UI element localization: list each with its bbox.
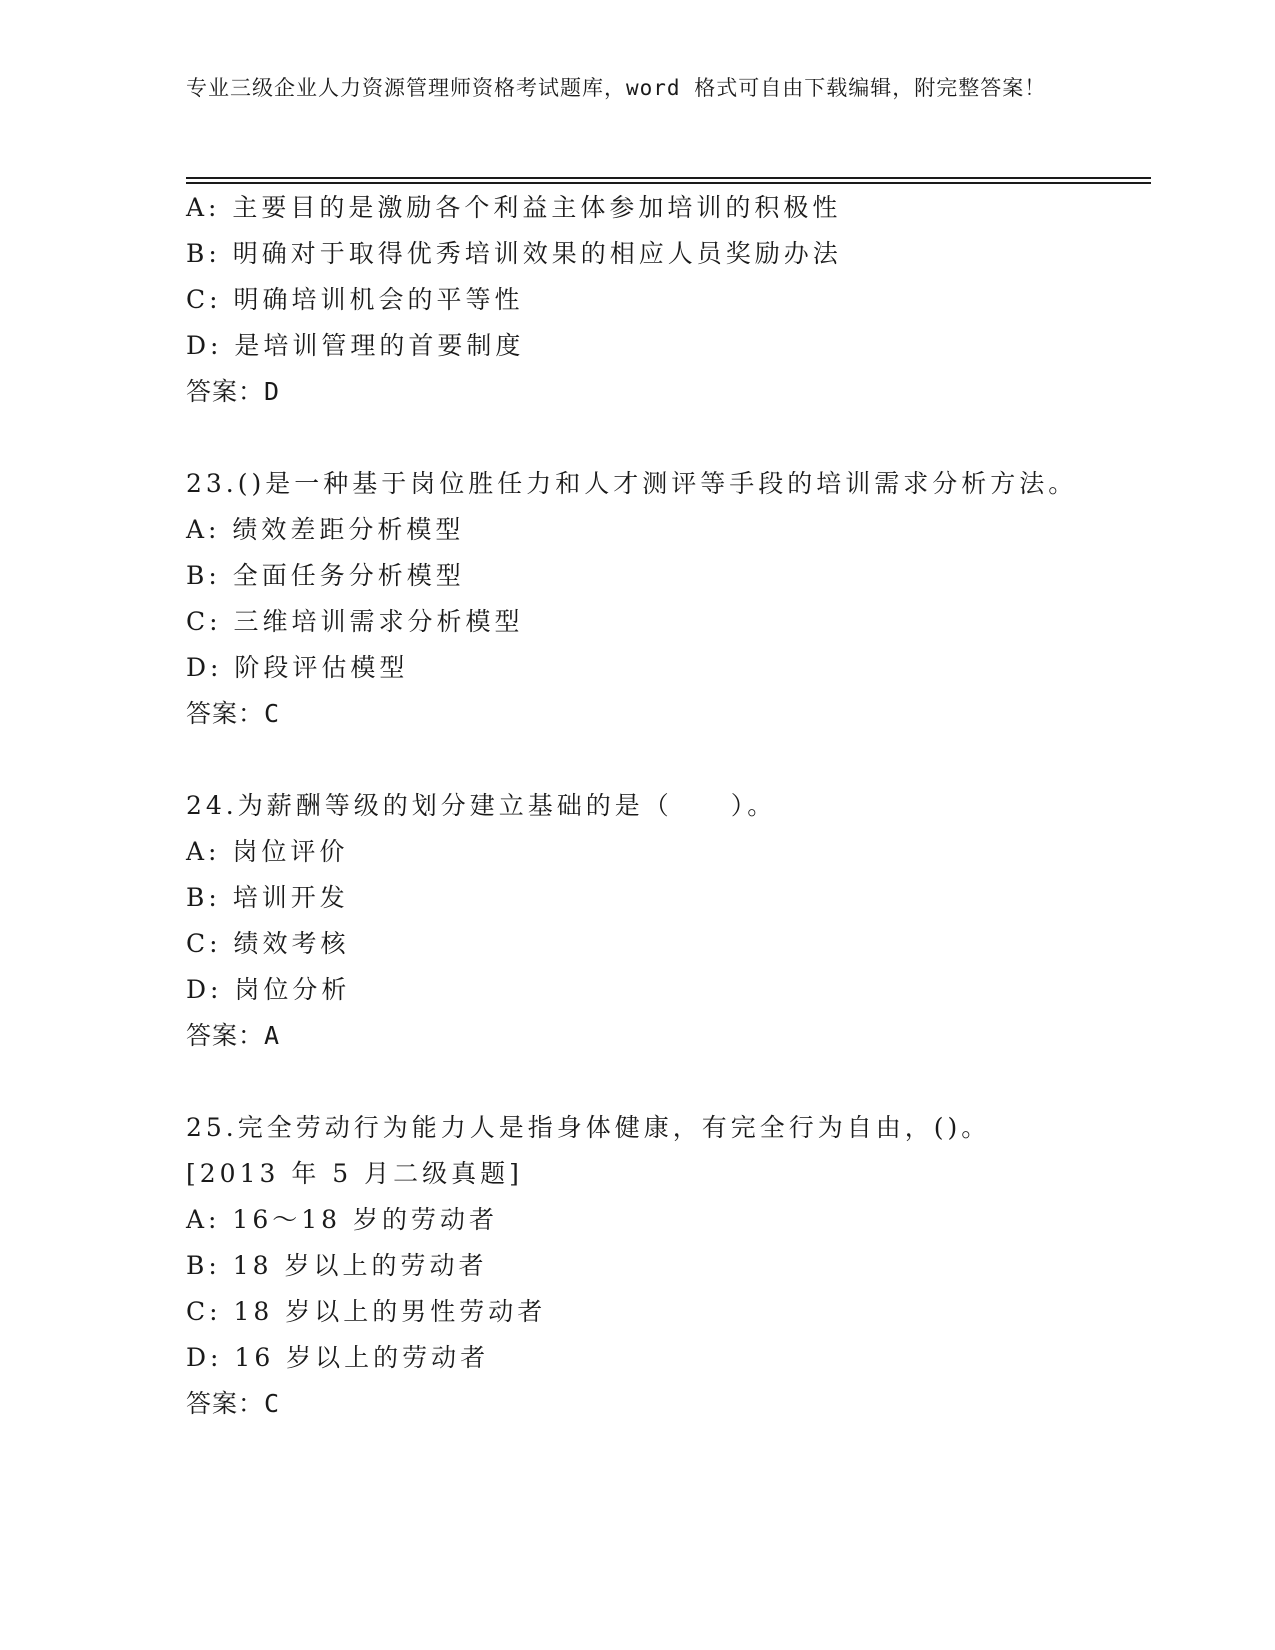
question-block-24: [186, 783, 1086, 1059]
answer-line: 答案：D: [186, 377, 281, 406]
header-divider-bottom: [186, 182, 1151, 184]
option-d: D: 16 岁以上的劳动者: [186, 1343, 490, 1372]
option-c: C: 明确培训机会的平等性: [186, 285, 524, 314]
question-block-25: [186, 1105, 1086, 1427]
option-a: A: 绩效差距分析模型: [186, 515, 465, 544]
answer-line: 答案：C: [186, 1389, 281, 1418]
option-a: A: 主要目的是激励各个利益主体参加培训的积极性: [186, 193, 842, 222]
question-block-23: [186, 461, 1086, 737]
spacer: [186, 415, 1086, 461]
option-b: B: 全面任务分析模型: [186, 561, 465, 590]
option-c: C: 绩效考核: [186, 929, 350, 958]
question-text: 23.()是一种基于岗位胜任力和人才测评等手段的培训需求分析方法。: [186, 469, 1078, 498]
question-text: 25.完全劳动行为能力人是指身体健康，有完全行为自由，()。[2013 年 5 月二级真题]: [186, 1113, 991, 1188]
option-a: A: 16～18 岁的劳动者: [186, 1205, 498, 1234]
question-text: 24.为薪酬等级的划分建立基础的是（ ）。: [186, 791, 777, 820]
question-list: [186, 185, 1086, 1427]
option-b: B: 培训开发: [186, 883, 349, 912]
question-block-22: [186, 185, 1086, 415]
answer-line: 答案：C: [186, 699, 281, 728]
option-a: A: 岗位评价: [186, 837, 349, 866]
answer-line: 答案：A: [186, 1021, 281, 1050]
option-c: C: 18 岁以上的男性劳动者: [186, 1297, 547, 1326]
option-b: B: 18 岁以上的劳动者: [186, 1251, 488, 1280]
option-b: B: 明确对于取得优秀培训效果的相应人员奖励办法: [186, 239, 842, 268]
spacer: [186, 737, 1086, 783]
header-divider-top: [186, 177, 1151, 179]
document-header: 专业三级企业人力资源管理师资格考试题库，word 格式可自由下载编辑，附完整答案！: [186, 76, 1047, 100]
option-d: D: 是培训管理的首要制度: [186, 331, 525, 360]
option-d: D: 阶段评估模型: [186, 653, 409, 682]
option-d: D: 岗位分析: [186, 975, 351, 1004]
spacer: [186, 1059, 1086, 1105]
option-c: C: 三维培训需求分析模型: [186, 607, 524, 636]
